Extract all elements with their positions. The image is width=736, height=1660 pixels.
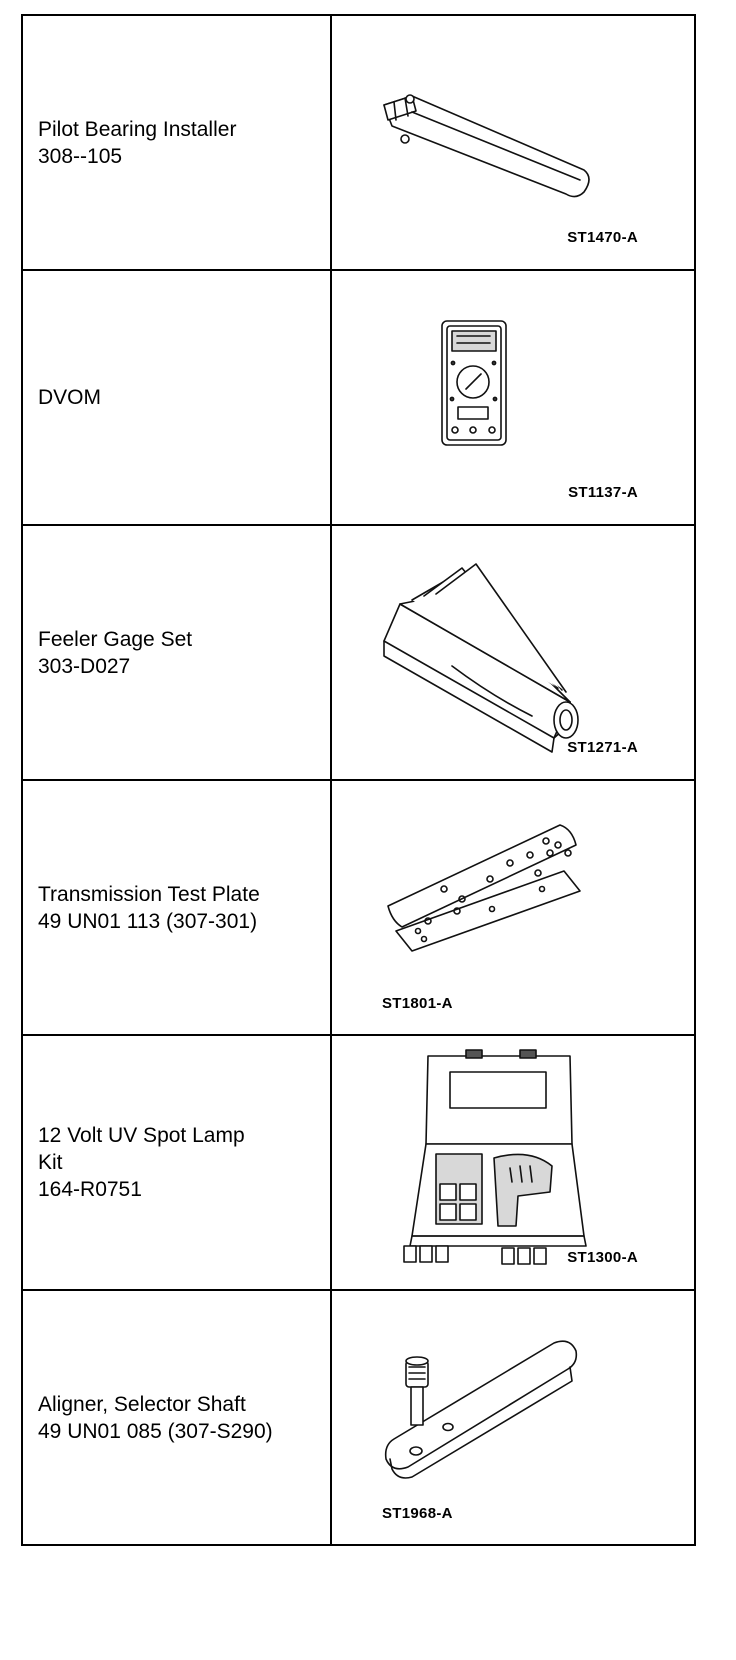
illustration-code: ST1137-A	[568, 484, 638, 501]
tool-name-cell	[22, 1290, 331, 1545]
tool-name: Pilot Bearing Installer 308--105	[38, 117, 237, 168]
tool-illustration-cell	[331, 525, 695, 780]
illustration-code: ST1470-A	[567, 229, 638, 246]
tool-name-cell	[22, 780, 331, 1035]
table-row	[22, 1290, 695, 1545]
feeler-gage-set-icon	[332, 526, 694, 779]
illustration-code: ST1968-A	[382, 1505, 453, 1522]
tool-name-cell	[22, 270, 331, 525]
tool-illustration-cell	[331, 1035, 695, 1290]
table-row	[22, 270, 695, 525]
dvom-icon	[332, 271, 694, 524]
tool-name-cell	[22, 1035, 331, 1290]
tool-illustration-cell	[331, 15, 695, 270]
tool-illustration-cell	[331, 1290, 695, 1545]
illustration-code: ST1300-A	[567, 1249, 638, 1266]
tool-name: Transmission Test Plate 49 UN01 113 (307-301)	[38, 882, 260, 933]
tool-name: Aligner, Selector Shaft 49 UN01 085 (307-S290)	[38, 1392, 273, 1443]
table-row	[22, 525, 695, 780]
table-row	[22, 15, 695, 270]
tool-name-cell	[22, 15, 331, 270]
tool-name: Feeler Gage Set 303-D027	[38, 627, 193, 678]
illustration-code: ST1801-A	[382, 995, 453, 1012]
table-row	[22, 1035, 695, 1290]
special-tools-table	[21, 14, 696, 1546]
tool-illustration-cell	[331, 270, 695, 525]
tool-name-cell	[22, 525, 331, 780]
tool-name: 12 Volt UV Spot Lamp Kit 164-R0751	[38, 1124, 245, 1201]
tool-name: DVOM	[38, 386, 101, 409]
pilot-bearing-installer-icon	[332, 16, 694, 269]
tool-illustration-cell	[331, 780, 695, 1035]
uv-spot-lamp-kit-icon	[332, 1036, 694, 1289]
illustration-code: ST1271-A	[567, 739, 638, 756]
table-row	[22, 780, 695, 1035]
